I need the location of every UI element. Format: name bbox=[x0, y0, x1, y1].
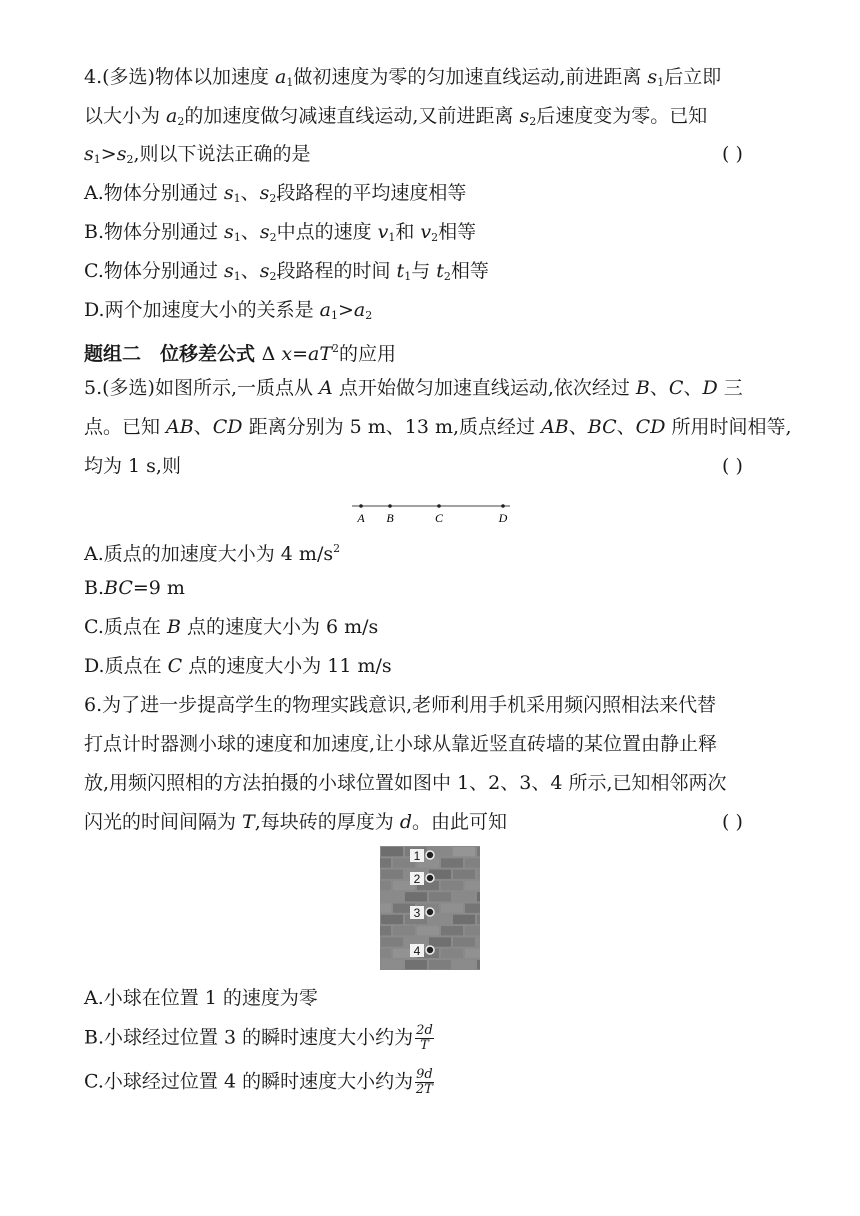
text: 、 bbox=[240, 260, 260, 282]
var-t: T bbox=[242, 811, 255, 833]
text: = bbox=[292, 343, 309, 365]
text: 点开始做匀加速直线运动,依次经过 bbox=[332, 377, 636, 399]
brick bbox=[441, 949, 463, 958]
point-d-label: D bbox=[498, 511, 508, 525]
point-label: B bbox=[166, 616, 181, 638]
q6-answer-blank: ( ) bbox=[722, 811, 743, 833]
var-s: s bbox=[223, 182, 234, 204]
brick bbox=[381, 847, 403, 856]
group-heading bbox=[84, 336, 396, 367]
text: C.物体分别通过 bbox=[84, 260, 224, 282]
q4-line-3 bbox=[84, 141, 311, 173]
brick bbox=[453, 915, 475, 924]
var-s: s bbox=[116, 143, 127, 165]
brick bbox=[453, 937, 475, 946]
fraction bbox=[415, 1024, 434, 1053]
brick bbox=[477, 847, 480, 856]
brick bbox=[429, 960, 451, 969]
brick bbox=[453, 847, 475, 856]
brick bbox=[465, 926, 480, 935]
brick bbox=[381, 870, 403, 879]
sub: 1 bbox=[286, 76, 294, 89]
segment-label: CD bbox=[635, 416, 666, 438]
text: B. bbox=[84, 577, 105, 599]
text: 均为 1 s,则 bbox=[84, 455, 181, 477]
q6-line-1: 6.为了进一步提高学生的物理实践意识,老师利用手机采用频闪照相法来代替 bbox=[84, 694, 717, 716]
ball-icon bbox=[426, 908, 434, 916]
q4-option-a bbox=[84, 180, 466, 212]
brick bbox=[477, 937, 480, 946]
brick-wall-photo bbox=[380, 846, 480, 970]
brick bbox=[429, 937, 451, 946]
brick bbox=[453, 870, 475, 879]
text: C.质点在 bbox=[84, 616, 167, 638]
text: 、 bbox=[683, 377, 703, 399]
point-a-label: A bbox=[357, 511, 365, 525]
q5-line-1 bbox=[84, 375, 743, 401]
point-label: A bbox=[319, 377, 333, 399]
brick bbox=[381, 960, 403, 969]
brick bbox=[380, 904, 391, 913]
brick bbox=[465, 904, 480, 913]
var-s: s bbox=[259, 260, 270, 282]
text: 点。已知 bbox=[84, 416, 167, 438]
q5-line-2 bbox=[84, 414, 792, 440]
text: 4.(多选)物体以加速度 bbox=[84, 66, 275, 88]
q4-answer-blank: ( ) bbox=[722, 143, 743, 165]
text: 的应用 bbox=[339, 343, 397, 365]
text: 所用时间相等, bbox=[665, 416, 792, 438]
q5-option-c bbox=[84, 614, 378, 640]
point-label: C bbox=[167, 655, 183, 677]
numerator: 9d bbox=[416, 1067, 433, 1082]
point-label: C bbox=[668, 377, 684, 399]
sub: 1 bbox=[388, 231, 396, 244]
text: ,每块砖的厚度为 bbox=[254, 811, 400, 833]
var-s: s bbox=[223, 260, 234, 282]
q6-option-c bbox=[84, 1068, 434, 1097]
text: 和 bbox=[395, 221, 421, 243]
sup: 2 bbox=[332, 342, 340, 355]
text: 点的速度大小为 11 m/s bbox=[182, 655, 392, 677]
var-v: v bbox=[420, 221, 432, 243]
sup: 2 bbox=[333, 542, 341, 555]
q6-line-4 bbox=[84, 809, 507, 835]
var-s: s bbox=[224, 221, 234, 243]
text: 距离分别为 5 m、13 m,质点经过 bbox=[242, 416, 542, 438]
sub: 2 bbox=[529, 115, 537, 128]
sub: 2 bbox=[126, 153, 134, 166]
brick bbox=[429, 915, 451, 924]
ball-icon bbox=[426, 946, 434, 954]
sub: 2 bbox=[443, 270, 451, 283]
point-label: D bbox=[702, 377, 718, 399]
fraction bbox=[415, 1068, 434, 1097]
numerator: 2d bbox=[416, 1023, 433, 1038]
text: > bbox=[100, 143, 117, 165]
brick bbox=[380, 858, 391, 867]
text: 的加速度做匀减速直线运动,又前进距离 bbox=[184, 105, 520, 127]
text: 5.(多选)如图所示,一质点从 bbox=[84, 377, 320, 399]
text: 闪光的时间间隔为 bbox=[84, 811, 243, 833]
brick bbox=[441, 926, 463, 935]
sub: 2 bbox=[269, 270, 277, 283]
q6-line-3: 放,用频闪照相的方法拍摄的小球位置如图中 1、2、3、4 所示,已知相邻两次 bbox=[84, 772, 727, 794]
sub: 1 bbox=[93, 153, 101, 166]
ball-icon bbox=[426, 851, 434, 859]
segment-label: AB bbox=[166, 416, 194, 438]
var-t: t bbox=[436, 260, 444, 282]
text: 、 bbox=[649, 377, 669, 399]
sub: 1 bbox=[404, 270, 412, 283]
text: 、 bbox=[568, 416, 588, 438]
var-at: aT bbox=[308, 343, 333, 365]
segment-label: AB bbox=[541, 416, 569, 438]
sub: 1 bbox=[233, 270, 241, 283]
brick bbox=[453, 960, 475, 969]
sub: 1 bbox=[233, 231, 241, 244]
text: 。由此可知 bbox=[412, 811, 508, 833]
brick bbox=[405, 960, 427, 969]
text: 点的速度大小为 6 m/s bbox=[180, 616, 379, 638]
text: 段路程的平均速度相等 bbox=[276, 182, 467, 204]
text: 相等 bbox=[450, 260, 489, 282]
q4-option-d bbox=[84, 297, 372, 329]
brick bbox=[441, 881, 463, 890]
sub: 2 bbox=[365, 309, 373, 322]
brick bbox=[417, 926, 439, 935]
point-a-dot bbox=[359, 504, 363, 508]
text: 做初速度为零的匀加速直线运动,前进距离 bbox=[293, 66, 648, 88]
text: D.质点在 bbox=[84, 655, 168, 677]
segment-label: BC bbox=[104, 577, 133, 599]
brick bbox=[465, 858, 480, 867]
var-s: s bbox=[259, 221, 270, 243]
motion-line-figure bbox=[352, 500, 512, 526]
sub: 1 bbox=[657, 76, 665, 89]
text: A.质点的加速度大小为 4 m/s bbox=[84, 543, 334, 565]
brick bbox=[381, 915, 403, 924]
var-d: d bbox=[399, 811, 412, 833]
text: D.两个加速度大小的关系是 bbox=[84, 299, 320, 321]
text: 与 bbox=[411, 260, 437, 282]
var-x: x bbox=[281, 343, 293, 365]
sub: 1 bbox=[330, 309, 338, 322]
brick bbox=[453, 892, 475, 901]
sub: 2 bbox=[431, 231, 439, 244]
text: ,则以下说法正确的是 bbox=[133, 143, 311, 165]
brick bbox=[393, 926, 415, 935]
brick bbox=[477, 960, 480, 969]
group-title: 题组二 位移差公式 bbox=[84, 343, 262, 365]
text: 、 bbox=[240, 221, 260, 243]
var-t: t bbox=[396, 260, 405, 282]
brick bbox=[477, 870, 480, 879]
denominator: 2T bbox=[415, 1082, 433, 1097]
q4-option-c bbox=[84, 258, 489, 290]
text: =9 m bbox=[132, 577, 185, 599]
brick bbox=[429, 892, 451, 901]
var-a: a bbox=[353, 299, 366, 321]
brick bbox=[380, 926, 391, 935]
brick bbox=[441, 858, 463, 867]
point-c-label: C bbox=[434, 511, 444, 525]
var-a: a bbox=[275, 66, 287, 88]
text: 、 bbox=[240, 182, 260, 204]
text: B.小球经过位置 3 的瞬时速度大小约为 bbox=[84, 1026, 414, 1049]
q5-option-a bbox=[84, 536, 340, 567]
q6-option-a: A.小球在位置 1 的速度为零 bbox=[84, 987, 318, 1009]
sub: 1 bbox=[233, 192, 241, 205]
text: 中点的速度 bbox=[276, 221, 378, 243]
text: 后速度变为零。已知 bbox=[536, 105, 708, 127]
position-label-1: 1 bbox=[413, 849, 421, 863]
point-c-dot bbox=[437, 504, 441, 508]
q5-option-b bbox=[84, 575, 185, 601]
sub: 2 bbox=[269, 192, 277, 205]
q5-option-d bbox=[84, 653, 392, 679]
brick bbox=[381, 937, 403, 946]
position-label-3: 3 bbox=[413, 906, 421, 920]
segment-label: CD bbox=[212, 416, 243, 438]
var-s: s bbox=[519, 105, 530, 127]
brick bbox=[477, 892, 480, 901]
brick bbox=[465, 881, 480, 890]
var-s: s bbox=[259, 182, 270, 204]
brick bbox=[380, 881, 391, 890]
brick bbox=[441, 904, 463, 913]
text: 后立即 bbox=[664, 66, 722, 88]
segment-label: BC bbox=[587, 416, 617, 438]
q4-line-2 bbox=[84, 103, 707, 135]
text: 、 bbox=[193, 416, 213, 438]
q6-option-b bbox=[84, 1024, 434, 1053]
brick bbox=[465, 949, 480, 958]
var-s: s bbox=[84, 143, 94, 165]
var-s: s bbox=[647, 66, 658, 88]
point-d-dot bbox=[501, 504, 505, 508]
text: > bbox=[337, 299, 354, 321]
var-a: a bbox=[166, 105, 178, 127]
sub: 2 bbox=[177, 115, 185, 128]
text: 段路程的时间 bbox=[276, 260, 397, 282]
text: 三 bbox=[717, 377, 743, 399]
text: 相等 bbox=[438, 221, 477, 243]
q6-line-2: 打点计时器测小球的速度和加速度,让小球从靠近竖直砖墙的某位置由静止释 bbox=[84, 733, 718, 755]
text: 、 bbox=[616, 416, 636, 438]
text: 以大小为 bbox=[84, 105, 167, 127]
var-v: v bbox=[377, 221, 389, 243]
point-b-dot bbox=[388, 504, 392, 508]
position-label-2: 2 bbox=[413, 872, 421, 886]
text: C.小球经过位置 4 的瞬时速度大小约为 bbox=[84, 1070, 414, 1093]
text: B.物体分别通过 bbox=[84, 221, 225, 243]
var-a: a bbox=[319, 299, 331, 321]
q4-option-b bbox=[84, 219, 476, 251]
q5-answer-blank: ( ) bbox=[722, 455, 743, 477]
brick bbox=[477, 915, 480, 924]
point-label: B bbox=[635, 377, 650, 399]
brick bbox=[381, 892, 403, 901]
point-b-label: B bbox=[386, 511, 394, 525]
sub: 2 bbox=[269, 231, 277, 244]
position-label-4: 4 bbox=[413, 944, 421, 958]
ball-icon bbox=[426, 874, 434, 882]
q5-line-3 bbox=[84, 453, 181, 479]
denominator: T bbox=[420, 1038, 429, 1053]
brick bbox=[380, 949, 391, 958]
text: A.物体分别通过 bbox=[84, 182, 224, 204]
brick bbox=[405, 892, 427, 901]
text: Δ bbox=[261, 343, 282, 365]
q4-line-1 bbox=[84, 64, 721, 96]
